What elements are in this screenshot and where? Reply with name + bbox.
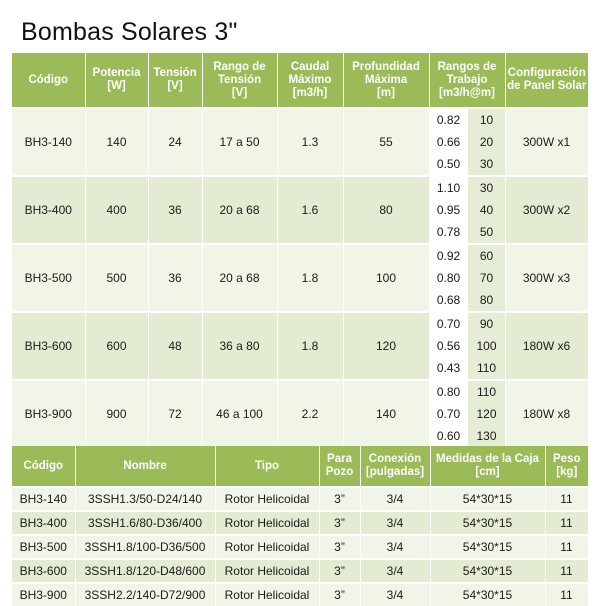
cell-trabajo-caudal: 0.95 <box>429 199 468 221</box>
cell-potencia: 400 <box>85 176 148 244</box>
cell-medidas: 54*30*15 <box>430 487 545 511</box>
cell-trabajo-altura: 80 <box>468 289 505 312</box>
cell-trabajo-caudal: 0.50 <box>429 153 468 176</box>
header-pozo: Para Pozo <box>319 446 360 487</box>
cell-codigo: BH3-500 <box>12 535 75 559</box>
cell-trabajo-altura: 130 <box>468 425 505 447</box>
cell-tipo: Rotor Helicoidal <box>215 511 319 535</box>
cell-trabajo-altura: 100 <box>468 335 505 357</box>
cell-tipo: Rotor Helicoidal <box>215 583 319 606</box>
header-peso: Peso [kg] <box>545 446 588 487</box>
cell-codigo: BH3-140 <box>12 108 85 176</box>
cell-peso: 11 <box>545 583 588 606</box>
cell-configuracion: 300W x3 <box>505 244 588 312</box>
cell-trabajo-caudal: 0.68 <box>429 289 468 312</box>
header-configuracion: Configuración de Panel Solar <box>505 53 588 108</box>
table-row <box>12 535 588 559</box>
cell-potencia: 900 <box>85 380 148 447</box>
cell-codigo: BH3-900 <box>12 380 85 447</box>
cell-pozo: 3” <box>319 487 360 511</box>
cell-profundidad: 55 <box>343 108 429 176</box>
header-tipo: Tipo <box>215 446 319 487</box>
cell-trabajo-caudal: 0.60 <box>429 425 468 447</box>
cell-nombre: 3SSH1.8/100-D36/500 <box>75 535 215 559</box>
header-rangos-trabajo: Rangos de Trabajo [m3/h@m] <box>429 53 505 108</box>
table-row <box>12 380 588 403</box>
cell-peso: 11 <box>545 487 588 511</box>
cell-tension: 24 <box>148 108 202 176</box>
cell-conexion: 3/4 <box>360 583 430 606</box>
cell-rango-tension: 36 a 80 <box>202 312 277 380</box>
cell-tension: 72 <box>148 380 202 447</box>
cell-configuracion: 180W x6 <box>505 312 588 380</box>
cell-codigo: BH3-600 <box>12 559 75 583</box>
cell-conexion: 3/4 <box>360 487 430 511</box>
cell-trabajo-altura: 60 <box>468 244 505 267</box>
cell-trabajo-caudal: 0.43 <box>429 357 468 380</box>
cell-trabajo-caudal: 1.10 <box>429 176 468 199</box>
cell-trabajo-caudal: 0.78 <box>429 221 468 244</box>
cell-codigo: BH3-500 <box>12 244 85 312</box>
header-tension: Tensión [V] <box>148 53 202 108</box>
cell-trabajo-altura: 110 <box>468 380 505 403</box>
cell-profundidad: 140 <box>343 380 429 447</box>
cell-trabajo-caudal: 0.70 <box>429 312 468 335</box>
cell-peso: 11 <box>545 535 588 559</box>
cell-nombre: 3SSH1.3/50-D24/140 <box>75 487 215 511</box>
cell-caudal: 2.2 <box>277 380 343 447</box>
cell-conexion: 3/4 <box>360 511 430 535</box>
header-medidas: Medidas de la Caja [cm] <box>430 446 545 487</box>
cell-trabajo-caudal: 0.92 <box>429 244 468 267</box>
cell-trabajo-altura: 90 <box>468 312 505 335</box>
cell-nombre: 3SSH2.2/140-D72/900 <box>75 583 215 606</box>
cell-caudal: 1.6 <box>277 176 343 244</box>
cell-conexion: 3/4 <box>360 559 430 583</box>
cell-rango-tension: 46 a 100 <box>202 380 277 447</box>
cell-profundidad: 80 <box>343 176 429 244</box>
cell-trabajo-caudal: 0.56 <box>429 335 468 357</box>
cell-profundidad: 120 <box>343 312 429 380</box>
cell-configuracion: 300W x2 <box>505 176 588 244</box>
cell-tension: 36 <box>148 244 202 312</box>
cell-medidas: 54*30*15 <box>430 535 545 559</box>
table-row <box>12 511 588 535</box>
cell-trabajo-altura: 30 <box>468 153 505 176</box>
cell-trabajo-altura: 120 <box>468 403 505 425</box>
table-row <box>12 312 588 335</box>
cell-tension: 48 <box>148 312 202 380</box>
boxes-table <box>12 446 589 606</box>
cell-rango-tension: 20 a 68 <box>202 244 277 312</box>
boxes-header-row <box>12 446 588 487</box>
table-row <box>12 176 588 199</box>
cell-trabajo-altura: 40 <box>468 199 505 221</box>
cell-conexion: 3/4 <box>360 535 430 559</box>
cell-peso: 11 <box>545 559 588 583</box>
cell-caudal: 1.8 <box>277 244 343 312</box>
cell-trabajo-altura: 30 <box>468 176 505 199</box>
cell-pozo: 3” <box>319 559 360 583</box>
table-row <box>12 583 588 606</box>
table-row <box>12 108 588 131</box>
cell-trabajo-caudal: 0.70 <box>429 403 468 425</box>
cell-trabajo-caudal: 0.66 <box>429 131 468 153</box>
cell-potencia: 600 <box>85 312 148 380</box>
cell-rango-tension: 20 a 68 <box>202 176 277 244</box>
cell-pozo: 3” <box>319 583 360 606</box>
specs-table <box>12 53 589 447</box>
cell-medidas: 54*30*15 <box>430 559 545 583</box>
header-potencia: Potencia [W] <box>85 53 148 108</box>
cell-tipo: Rotor Helicoidal <box>215 535 319 559</box>
cell-codigo: BH3-400 <box>12 176 85 244</box>
cell-peso: 11 <box>545 511 588 535</box>
page-title: Bombas Solares 3" <box>21 18 238 46</box>
header-nombre: Nombre <box>75 446 215 487</box>
cell-trabajo-altura: 70 <box>468 267 505 289</box>
cell-tipo: Rotor Helicoidal <box>215 487 319 511</box>
cell-trabajo-caudal: 0.80 <box>429 267 468 289</box>
specs-header-row <box>12 53 588 108</box>
cell-trabajo-caudal: 0.80 <box>429 380 468 403</box>
cell-medidas: 54*30*15 <box>430 583 545 606</box>
cell-trabajo-caudal: 0.82 <box>429 108 468 131</box>
cell-trabajo-altura: 110 <box>468 357 505 380</box>
cell-medidas: 54*30*15 <box>430 511 545 535</box>
table-row <box>12 487 588 511</box>
cell-codigo: BH3-600 <box>12 312 85 380</box>
header-caudal: Caudal Máximo [m3/h] <box>277 53 343 108</box>
cell-profundidad: 100 <box>343 244 429 312</box>
header-conexion: Conexión [pulgadas] <box>360 446 430 487</box>
cell-nombre: 3SSH1.6/80-D36/400 <box>75 511 215 535</box>
cell-potencia: 140 <box>85 108 148 176</box>
cell-rango-tension: 17 a 50 <box>202 108 277 176</box>
cell-trabajo-altura: 10 <box>468 108 505 131</box>
cell-codigo: BH3-140 <box>12 487 75 511</box>
cell-potencia: 500 <box>85 244 148 312</box>
header-profundidad: Profundidad Máxima [m] <box>343 53 429 108</box>
cell-trabajo-altura: 20 <box>468 131 505 153</box>
cell-tension: 36 <box>148 176 202 244</box>
cell-codigo: BH3-900 <box>12 583 75 606</box>
cell-codigo: BH3-400 <box>12 511 75 535</box>
table-row <box>12 559 588 583</box>
cell-tipo: Rotor Helicoidal <box>215 559 319 583</box>
header-codigo: Código <box>12 53 85 108</box>
header-rango-tension: Rango de Tensión [V] <box>202 53 277 108</box>
cell-configuracion: 300W x1 <box>505 108 588 176</box>
cell-pozo: 3” <box>319 511 360 535</box>
header-box-codigo: Código <box>12 446 75 487</box>
cell-trabajo-altura: 50 <box>468 221 505 244</box>
cell-nombre: 3SSH1.8/120-D48/600 <box>75 559 215 583</box>
cell-configuracion: 180W x8 <box>505 380 588 447</box>
table-row <box>12 244 588 267</box>
cell-caudal: 1.8 <box>277 312 343 380</box>
cell-caudal: 1.3 <box>277 108 343 176</box>
cell-pozo: 3” <box>319 535 360 559</box>
